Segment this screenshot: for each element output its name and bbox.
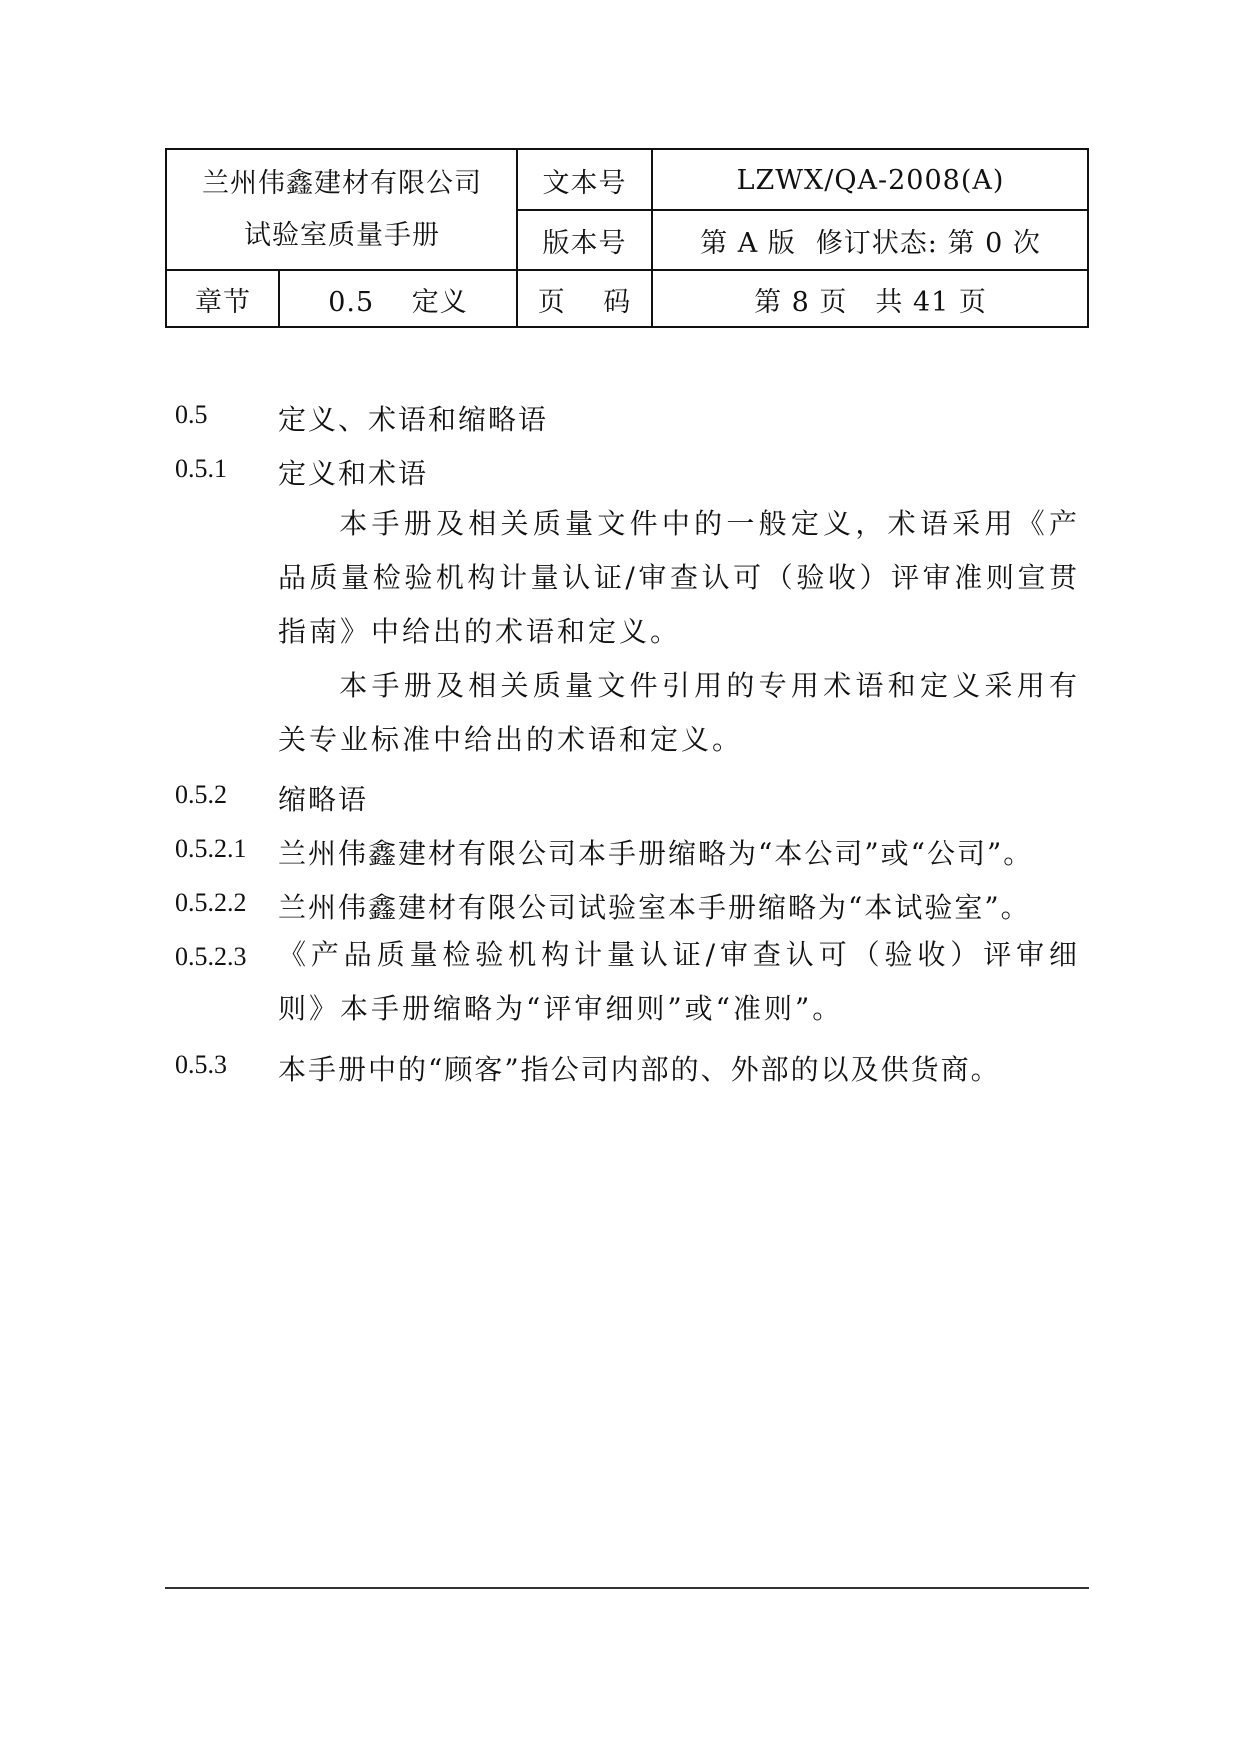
section-title: 定义和术语	[278, 457, 429, 490]
section-text: 《产品质量检验机构计量认证/审查认可（验收）评审细则》本手册缩略为“评审细则”或“准则”。	[278, 938, 1080, 1025]
section-text: 本手册中的“顾客”指公司内部的、外部的以及供货商。	[278, 1053, 1001, 1086]
section-number: 0.5	[175, 400, 208, 429]
page-label: 页 码	[537, 286, 632, 318]
section-number: 0.5.2.1	[175, 834, 247, 863]
section-text: 兰州伟鑫建材有限公司试验室本手册缩略为“本试验室”。	[278, 891, 1031, 924]
manual-title: 试验室质量手册	[244, 220, 440, 251]
section-text: 兰州伟鑫建材有限公司本手册缩略为“本公司”或“公司”。	[278, 837, 1034, 870]
version-edition: 第 A 版	[700, 227, 796, 259]
chapter-label: 章节	[195, 286, 251, 318]
section-number: 0.5.2	[175, 780, 227, 809]
page-value: 第 8 页 共 41 页	[754, 286, 987, 318]
chapter-value: 0.5 定义	[328, 286, 468, 318]
paragraph-text: 本手册及相关质量文件引用的专用术语和定义采用有关专业标准中给出的术语和定义。	[278, 669, 1080, 756]
company-cell	[167, 150, 517, 270]
doc-no-value: LZWX/QA-2008(A)	[736, 164, 1005, 196]
grid-line	[516, 209, 1089, 211]
grid-line	[278, 269, 280, 328]
revision-status: 修订状态: 第 0 次	[815, 227, 1041, 259]
section-number: 0.5.1	[175, 454, 227, 483]
footer-divider	[165, 1587, 1089, 1589]
header-table	[165, 148, 1089, 328]
section-number: 0.5.2.3	[175, 942, 247, 971]
company-name: 兰州伟鑫建材有限公司	[202, 168, 482, 199]
paragraph-text: 本手册及相关质量文件中的一般定义，术语采用《产品质量检验机构计量认证/审查认可（验收）评审准则宣贯指南》中给出的术语和定义。	[278, 507, 1080, 648]
grid-line	[651, 150, 653, 328]
section-title: 缩略语	[278, 783, 369, 816]
paragraph	[278, 659, 1080, 767]
section-title: 定义、术语和缩略语	[278, 403, 549, 436]
section-number: 0.5.2.2	[175, 888, 247, 917]
version-label: 版本号	[542, 227, 627, 259]
grid-line	[167, 269, 1089, 271]
version-value	[652, 210, 1089, 270]
grid-line	[516, 150, 518, 328]
paragraph	[278, 497, 1080, 659]
doc-no-label: 文本号	[542, 167, 627, 199]
section-number: 0.5.3	[175, 1050, 227, 1079]
